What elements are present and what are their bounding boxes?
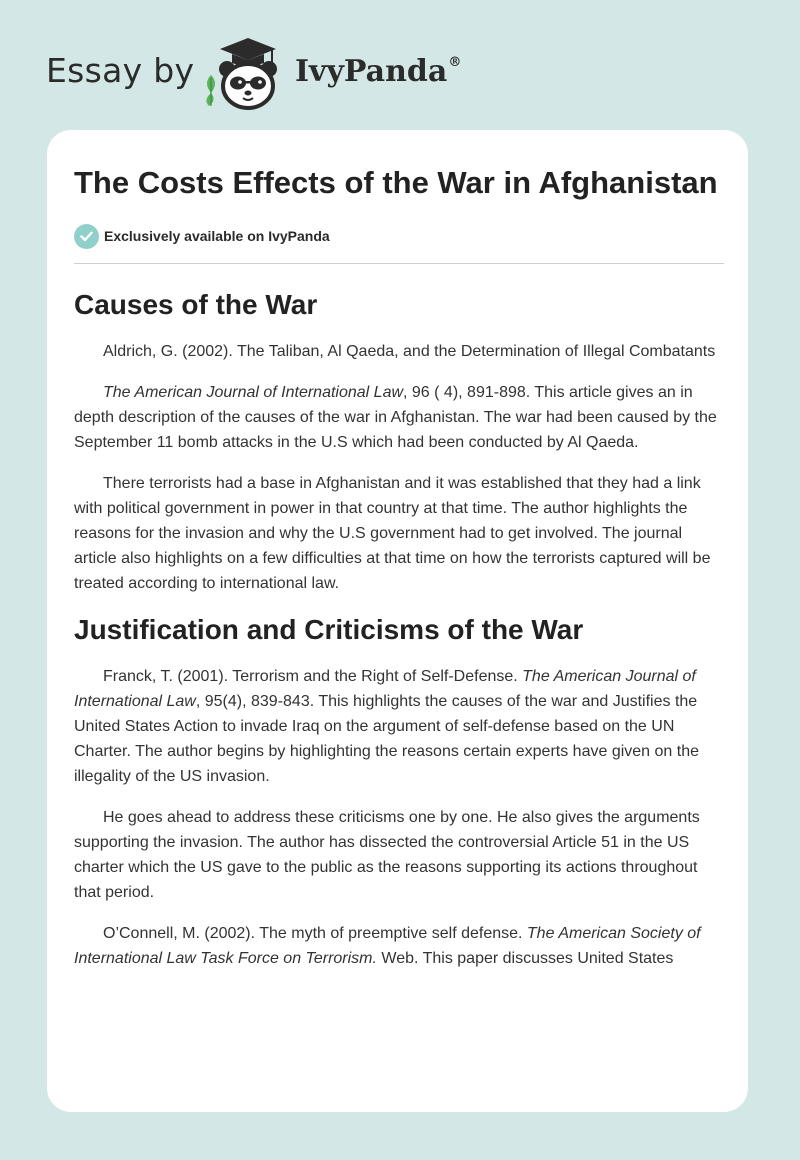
check-icon (74, 224, 99, 249)
paragraph: The American Journal of International Law, 96 ( 4), 891-898. This article gives an in depth description of the causes of the war in Afghanistan. The war had been caused by the September 11 bomb attacks in the U.S which had been conducted by Al Qaeda. (74, 384, 717, 451)
essay-by-label: Essay by (46, 51, 195, 90)
brand-label: IvyPanda (295, 54, 448, 89)
essay-card (47, 130, 748, 1112)
page-title: The Costs Effects of the War in Afghanistan (74, 165, 718, 200)
paragraph: There terrorists had a base in Afghanistan and it was established that they had a link with political government in power in that country at that time. The author highlights the reasons for the invasion and why the U.S government had to get involved. The journal article also highlights on a few difficulties at that time on how the terrorists captured will be treated according to international law. (74, 475, 711, 592)
essay-content (74, 130, 724, 987)
site-header (46, 34, 526, 110)
paragraph: O’Connell, M. (2002). The myth of preemptive self defense. The American Society of International Law Task Force on Terrorism. Web. This paper discusses United States (74, 925, 701, 967)
brand-name[interactable] (295, 54, 461, 89)
registered-mark: ® (448, 55, 462, 70)
section-heading-justification: Justification and Criticisms of the War (74, 614, 584, 645)
badge-label: Exclusively available on IvyPanda (104, 228, 330, 244)
panda-logo-icon[interactable] (202, 36, 294, 110)
paragraph: He goes ahead to address these criticisms one by one. He also gives the arguments supporting the invasion. The author has dissected the controversial Article 51 in the US charter which the US gave to the public as the reasons supporting its actions throughout that period. (74, 809, 700, 901)
paragraph: Franck, T. (2001). Terrorism and the Right of Self-Defense. The American Journal of International Law, 95(4), 839-843. This highlights the causes of the war and Justifies the United States Action to invade Iraq on the argument of self-defense based on the UN Charter. The author begins by highlighting the reasons certain experts have given on the illegality of the US invasion. (74, 668, 699, 785)
exclusive-badge (74, 223, 724, 249)
section-heading-causes: Causes of the War (74, 289, 318, 320)
divider (74, 263, 724, 264)
paragraph: Aldrich, G. (2002). The Taliban, Al Qaeda, and the Determination of Illegal Combatants (103, 343, 716, 360)
